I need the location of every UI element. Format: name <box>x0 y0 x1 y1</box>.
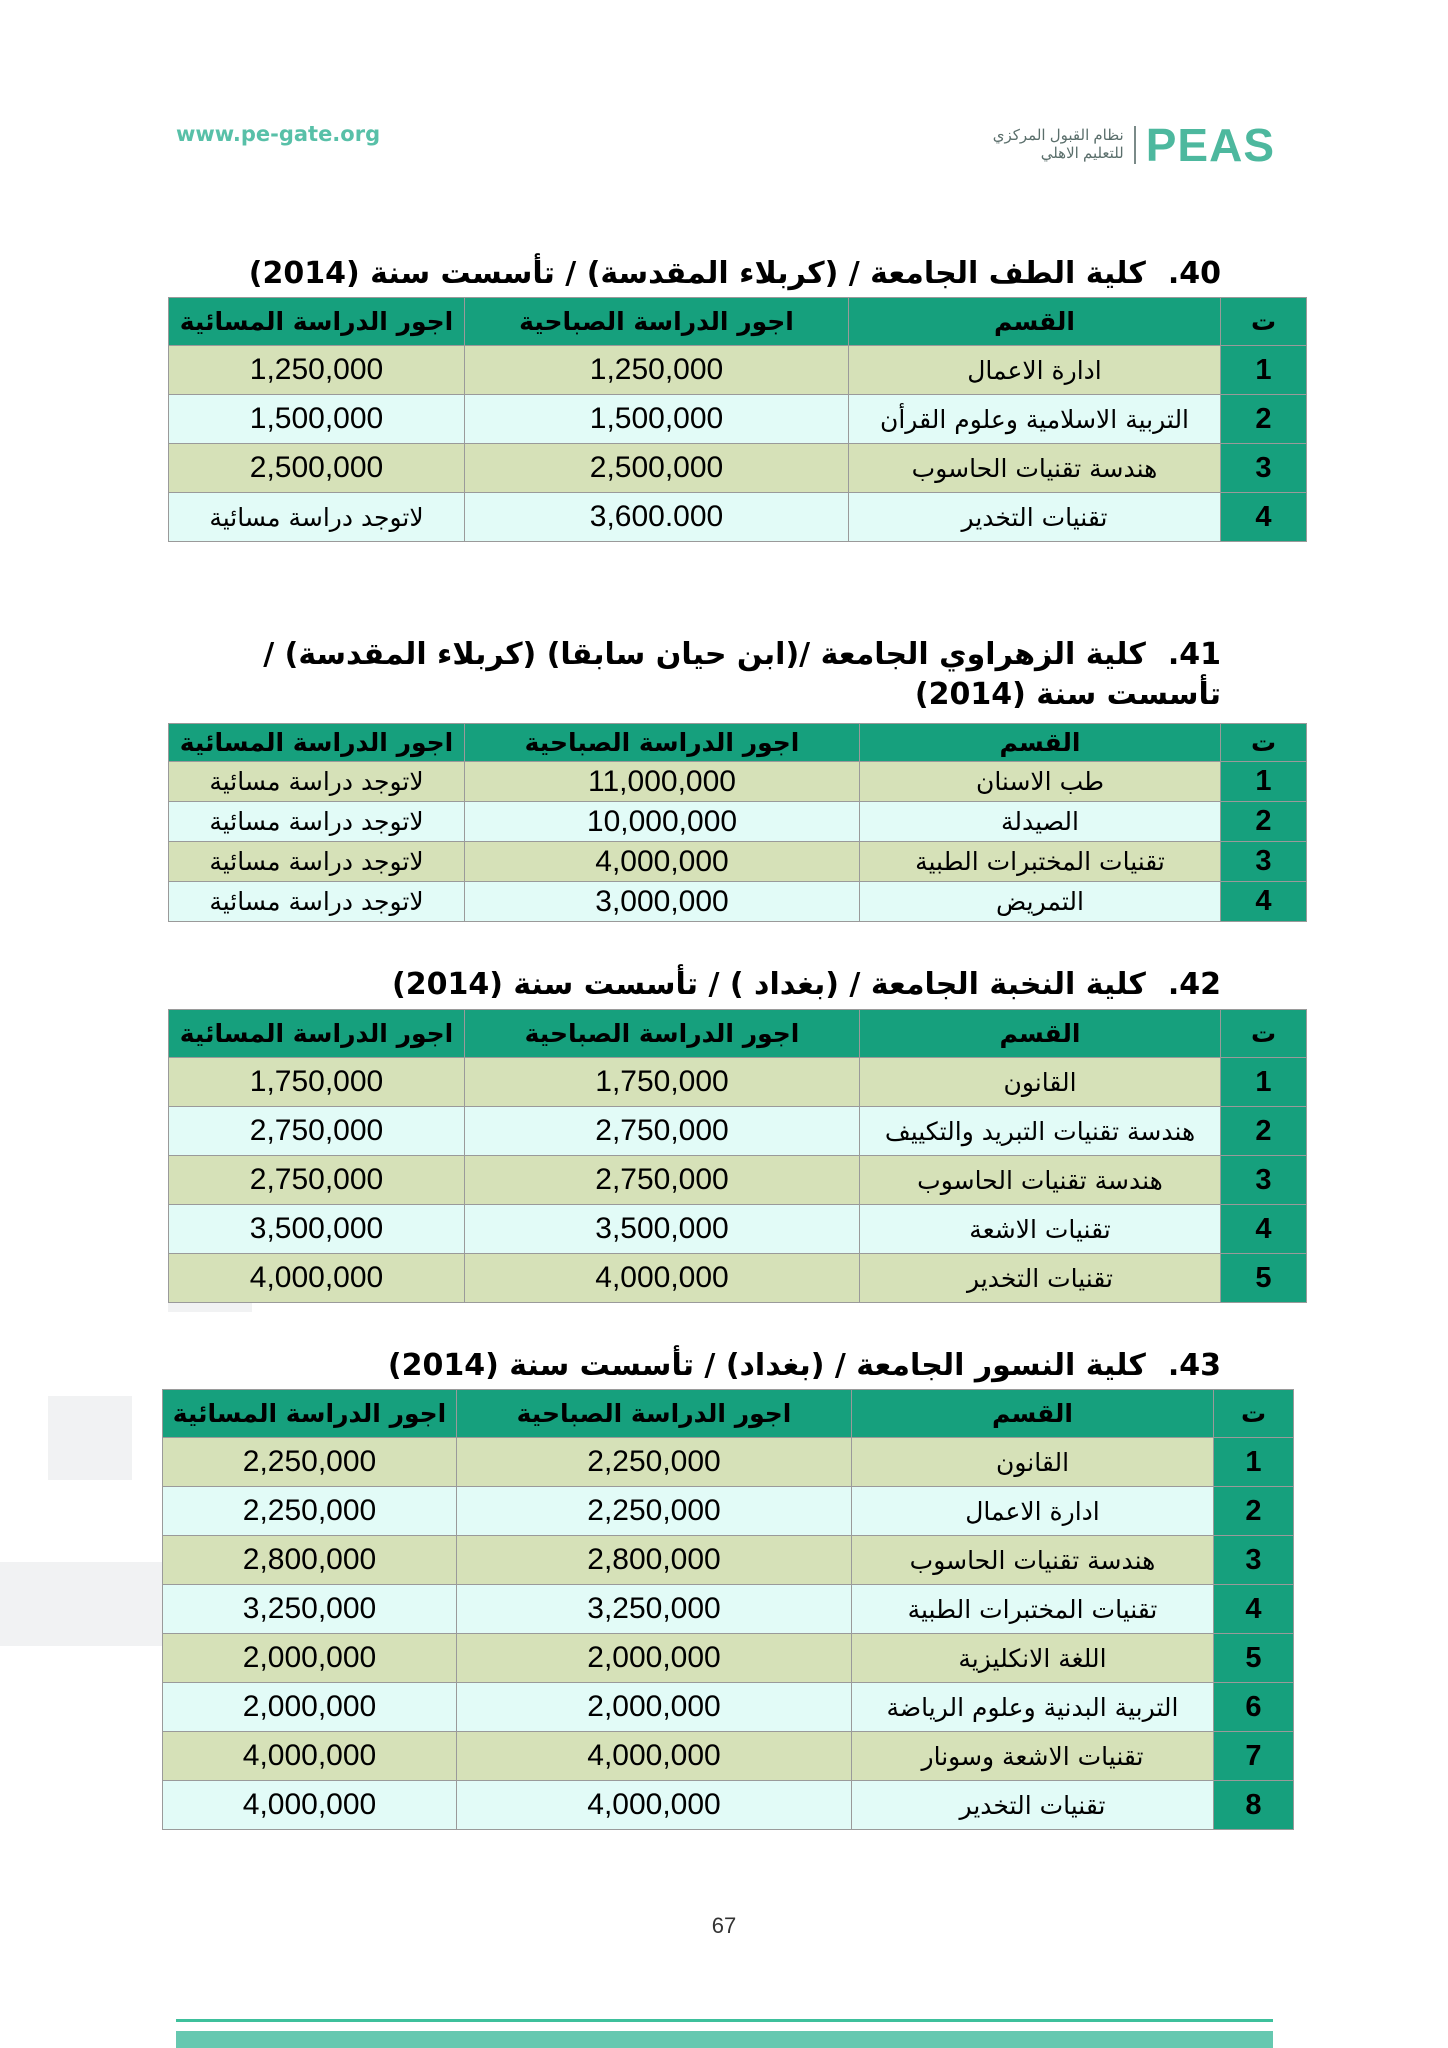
peas-logo <box>993 118 1275 172</box>
row-department: تقنيات الاشعة وسونار <box>852 1732 1214 1781</box>
row-morning-fee: 4,000,000 <box>457 1781 852 1830</box>
table-row <box>169 444 1307 493</box>
row-index: 1 <box>1221 762 1307 802</box>
table-row <box>169 395 1307 444</box>
row-evening-fee: لاتوجد دراسة مسائية <box>169 493 465 542</box>
row-morning-fee: 4,000,000 <box>465 842 860 882</box>
logo-divider <box>1134 126 1136 164</box>
row-index: 3 <box>1221 1156 1307 1205</box>
row-evening-fee: 3,250,000 <box>163 1585 457 1634</box>
row-evening-fee: لاتوجد دراسة مسائية <box>169 842 465 882</box>
fees-table <box>168 723 1307 922</box>
row-morning-fee: 2,500,000 <box>465 444 849 493</box>
col-header-dept: القسم <box>852 1390 1214 1438</box>
decorative-block <box>0 1562 168 1646</box>
row-department: هندسة تقنيات الحاسوب <box>849 444 1221 493</box>
row-department: هندسة تقنيات الحاسوب <box>852 1536 1214 1585</box>
row-department: القانون <box>852 1438 1214 1487</box>
table-row <box>163 1732 1294 1781</box>
row-department: تقنيات الاشعة <box>860 1205 1221 1254</box>
table-row <box>163 1781 1294 1830</box>
row-department: ادارة الاعمال <box>852 1487 1214 1536</box>
fees-table <box>168 1009 1307 1303</box>
row-index: 1 <box>1221 1058 1307 1107</box>
section-number: 42. <box>1167 967 1221 1002</box>
row-evening-fee: 2,800,000 <box>163 1536 457 1585</box>
section-title <box>221 965 1221 1005</box>
col-header-idx: ت <box>1221 1010 1307 1058</box>
page-number: 67 <box>711 1913 737 1938</box>
row-evening-fee: 3,500,000 <box>169 1205 465 1254</box>
row-index: 3 <box>1214 1536 1294 1585</box>
row-morning-fee: 2,000,000 <box>457 1683 852 1732</box>
col-header-morning: اجور الدراسة الصباحية <box>465 298 849 346</box>
row-department: تقنيات التخدير <box>849 493 1221 542</box>
row-morning-fee: 2,250,000 <box>457 1438 852 1487</box>
row-department: هندسة تقنيات التبريد والتكييف <box>860 1107 1221 1156</box>
footer-bar <box>176 2031 1273 2048</box>
logo-ar-line1: نظام القبول المركزي <box>992 127 1124 144</box>
table-row <box>163 1438 1294 1487</box>
row-department: اللغة الانكليزية <box>852 1634 1214 1683</box>
row-index: 4 <box>1214 1585 1294 1634</box>
table-header-row <box>163 1390 1294 1438</box>
row-index: 5 <box>1221 1254 1307 1303</box>
table-row <box>169 802 1307 842</box>
row-evening-fee: 2,500,000 <box>169 444 465 493</box>
row-evening-fee: لاتوجد دراسة مسائية <box>169 882 465 922</box>
row-evening-fee: 2,000,000 <box>163 1683 457 1732</box>
row-index: 2 <box>1214 1487 1294 1536</box>
row-department: تقنيات المختبرات الطبية <box>860 842 1221 882</box>
row-department: ادارة الاعمال <box>849 346 1221 395</box>
table-header-row <box>169 1010 1307 1058</box>
row-morning-fee: 4,000,000 <box>457 1732 852 1781</box>
section-heading: كلية الطف الجامعة / (كربلاء المقدسة) / تأسست سنة (2014) <box>248 256 1146 291</box>
row-morning-fee: 11,000,000 <box>465 762 860 802</box>
row-morning-fee: 1,750,000 <box>465 1058 860 1107</box>
table-row <box>163 1683 1294 1732</box>
row-evening-fee: 1,250,000 <box>169 346 465 395</box>
row-evening-fee: 2,250,000 <box>163 1438 457 1487</box>
col-header-evening: اجور الدراسة المسائية <box>163 1390 457 1438</box>
fees-table <box>162 1389 1294 1830</box>
row-department: تقنيات التخدير <box>852 1781 1214 1830</box>
table-row <box>163 1634 1294 1683</box>
row-evening-fee: 4,000,000 <box>163 1781 457 1830</box>
row-index: 5 <box>1214 1634 1294 1683</box>
row-index: 2 <box>1221 395 1307 444</box>
table-header-row <box>169 298 1307 346</box>
col-header-evening: اجور الدراسة المسائية <box>169 1010 465 1058</box>
table-row <box>169 1205 1307 1254</box>
row-department: تقنيات التخدير <box>860 1254 1221 1303</box>
table-row <box>169 1156 1307 1205</box>
row-department: الصيدلة <box>860 802 1221 842</box>
row-index: 1 <box>1221 346 1307 395</box>
col-header-dept: القسم <box>849 298 1221 346</box>
row-evening-fee: 1,750,000 <box>169 1058 465 1107</box>
table-header-row <box>169 724 1307 762</box>
logo-arabic-text <box>993 127 1124 163</box>
col-header-evening: اجور الدراسة المسائية <box>169 298 465 346</box>
section-title <box>191 635 1221 715</box>
row-evening-fee: 4,000,000 <box>163 1732 457 1781</box>
row-index: 3 <box>1221 842 1307 882</box>
table-row <box>169 882 1307 922</box>
row-evening-fee: لاتوجد دراسة مسائية <box>169 802 465 842</box>
col-header-dept: القسم <box>860 724 1221 762</box>
row-morning-fee: 10,000,000 <box>465 802 860 842</box>
section-number: 43. <box>1167 1348 1221 1383</box>
row-index: 4 <box>1221 882 1307 922</box>
row-morning-fee: 3,500,000 <box>465 1205 860 1254</box>
footer-divider <box>176 2019 1273 2022</box>
section-title <box>221 254 1221 294</box>
logo-peas: PEAS <box>1145 119 1275 171</box>
row-morning-fee: 3,250,000 <box>457 1585 852 1634</box>
table-row <box>163 1487 1294 1536</box>
row-evening-fee: 1,500,000 <box>169 395 465 444</box>
row-morning-fee: 2,800,000 <box>457 1536 852 1585</box>
row-morning-fee: 2,000,000 <box>457 1634 852 1683</box>
table-row <box>169 346 1307 395</box>
row-morning-fee: 3,000,000 <box>465 882 860 922</box>
fees-table <box>168 297 1307 542</box>
col-header-morning: اجور الدراسة الصباحية <box>465 724 860 762</box>
row-morning-fee: 3,600.000 <box>465 493 849 542</box>
table-row <box>169 493 1307 542</box>
col-header-morning: اجور الدراسة الصباحية <box>457 1390 852 1438</box>
row-evening-fee: 2,750,000 <box>169 1156 465 1205</box>
row-morning-fee: 2,250,000 <box>457 1487 852 1536</box>
row-index: 1 <box>1214 1438 1294 1487</box>
row-evening-fee: 2,750,000 <box>169 1107 465 1156</box>
row-index: 2 <box>1221 1107 1307 1156</box>
row-morning-fee: 2,750,000 <box>465 1107 860 1156</box>
row-index: 4 <box>1221 493 1307 542</box>
row-morning-fee: 1,500,000 <box>465 395 849 444</box>
logo-ar-line2: للتعليم الاهلي <box>1040 145 1124 162</box>
row-index: 7 <box>1214 1732 1294 1781</box>
table-row <box>169 1254 1307 1303</box>
row-morning-fee: 4,000,000 <box>465 1254 860 1303</box>
website-url[interactable]: www.pe-gate.org <box>176 122 381 146</box>
table-row <box>169 842 1307 882</box>
col-header-idx: ت <box>1221 298 1307 346</box>
row-evening-fee: لاتوجد دراسة مسائية <box>169 762 465 802</box>
row-department: التمريض <box>860 882 1221 922</box>
col-header-idx: ت <box>1214 1390 1294 1438</box>
section-heading: كلية النخبة الجامعة / (بغداد ) / تأسست سنة (2014) <box>391 967 1146 1002</box>
table-row <box>169 1058 1307 1107</box>
row-department: هندسة تقنيات الحاسوب <box>860 1156 1221 1205</box>
row-index: 3 <box>1221 444 1307 493</box>
row-department: التربية الاسلامية وعلوم القرأن <box>849 395 1221 444</box>
row-department: طب الاسنان <box>860 762 1221 802</box>
col-header-idx: ت <box>1221 724 1307 762</box>
section-heading: كلية النسور الجامعة / (بغداد) / تأسست سنة (2014) <box>387 1348 1146 1383</box>
table-row <box>169 1107 1307 1156</box>
decorative-block <box>48 1396 132 1480</box>
section-title <box>221 1346 1221 1386</box>
row-index: 6 <box>1214 1683 1294 1732</box>
row-evening-fee: 2,000,000 <box>163 1634 457 1683</box>
section-heading: كلية الزهراوي الجامعة /(ابن حيان سابقا) (كربلاء المقدسة) / تأسست سنة (2014) <box>263 637 1221 712</box>
table-row <box>169 762 1307 802</box>
row-department: تقنيات المختبرات الطبية <box>852 1585 1214 1634</box>
table-row <box>163 1536 1294 1585</box>
row-index: 4 <box>1221 1205 1307 1254</box>
decorative-block <box>168 1302 252 1312</box>
row-morning-fee: 1,250,000 <box>465 346 849 395</box>
col-header-evening: اجور الدراسة المسائية <box>169 724 465 762</box>
row-evening-fee: 2,250,000 <box>163 1487 457 1536</box>
row-evening-fee: 4,000,000 <box>169 1254 465 1303</box>
col-header-dept: القسم <box>860 1010 1221 1058</box>
section-number: 41. <box>1167 637 1221 672</box>
row-department: التربية البدنية وعلوم الرياضة <box>852 1683 1214 1732</box>
row-index: 2 <box>1221 802 1307 842</box>
section-number: 40. <box>1167 256 1221 291</box>
col-header-morning: اجور الدراسة الصباحية <box>465 1010 860 1058</box>
row-morning-fee: 2,750,000 <box>465 1156 860 1205</box>
table-row <box>163 1585 1294 1634</box>
row-department: القانون <box>860 1058 1221 1107</box>
row-index: 8 <box>1214 1781 1294 1830</box>
